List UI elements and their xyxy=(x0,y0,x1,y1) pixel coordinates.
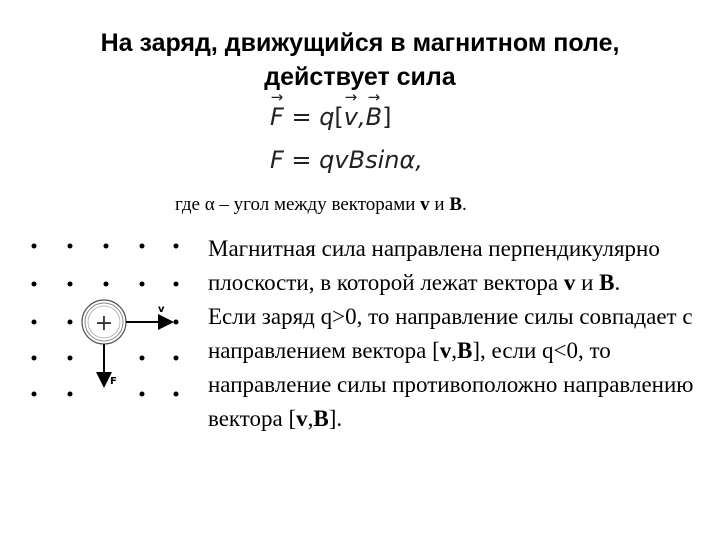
comma: , xyxy=(358,103,366,131)
paragraph-1-text: Магнитная сила направлена перпендикулярно плоскости, в которой лежат вектора xyxy=(208,236,660,295)
force-arrow-label: F xyxy=(110,376,117,387)
charge-in-field-diagram xyxy=(20,234,195,404)
explanation-text xyxy=(208,232,708,436)
right-bracket: ] xyxy=(382,103,392,131)
paragraph-2-text-2: ], если q<0, то направление силы противоположно направлению вектора [ xyxy=(208,338,694,431)
velocity-arrow-label: v xyxy=(158,304,165,315)
slide-title xyxy=(0,26,720,94)
comma: , xyxy=(451,338,458,363)
paragraph-direction xyxy=(208,300,708,436)
charge-symbol: q xyxy=(319,103,335,131)
velocity-label: v xyxy=(563,270,576,295)
field-label: B xyxy=(449,194,463,215)
angle-definition xyxy=(175,194,467,216)
period: . xyxy=(614,270,621,295)
field-label: B xyxy=(313,406,329,431)
conjunction: и xyxy=(575,270,600,295)
title-line-2: действует сила xyxy=(264,63,456,91)
force-vector-symbol: → F xyxy=(270,103,284,131)
charge-sign: + xyxy=(94,311,114,336)
paragraph-2-text-1: Если заряд q>0, то направление силы совпадает с направлением вектора [ xyxy=(208,304,693,363)
paragraph-perpendicular xyxy=(208,232,708,300)
lorentz-force-vector-formula xyxy=(270,103,391,131)
field-vector-symbol: → B xyxy=(366,103,382,131)
lorentz-force-magnitude-formula: F = qvBsinα, xyxy=(270,146,423,174)
period: . xyxy=(462,194,467,215)
positive-charge xyxy=(82,300,126,344)
equals-sign: = xyxy=(283,103,320,131)
left-bracket: [ xyxy=(334,103,344,131)
velocity-label: v xyxy=(420,194,430,215)
velocity-label: v xyxy=(296,406,308,431)
field-label: B xyxy=(457,338,473,363)
field-label: B xyxy=(599,270,615,295)
closing: ]. xyxy=(328,406,343,431)
velocity-vector-symbol: → v xyxy=(344,103,358,131)
title-line-1: На заряд, движущийся в магнитном поле, xyxy=(100,29,620,57)
velocity-label: v xyxy=(439,338,452,363)
conjunction: и xyxy=(429,194,450,215)
angle-definition-text: где α – угол между векторами xyxy=(175,194,421,215)
comma: , xyxy=(307,406,314,431)
